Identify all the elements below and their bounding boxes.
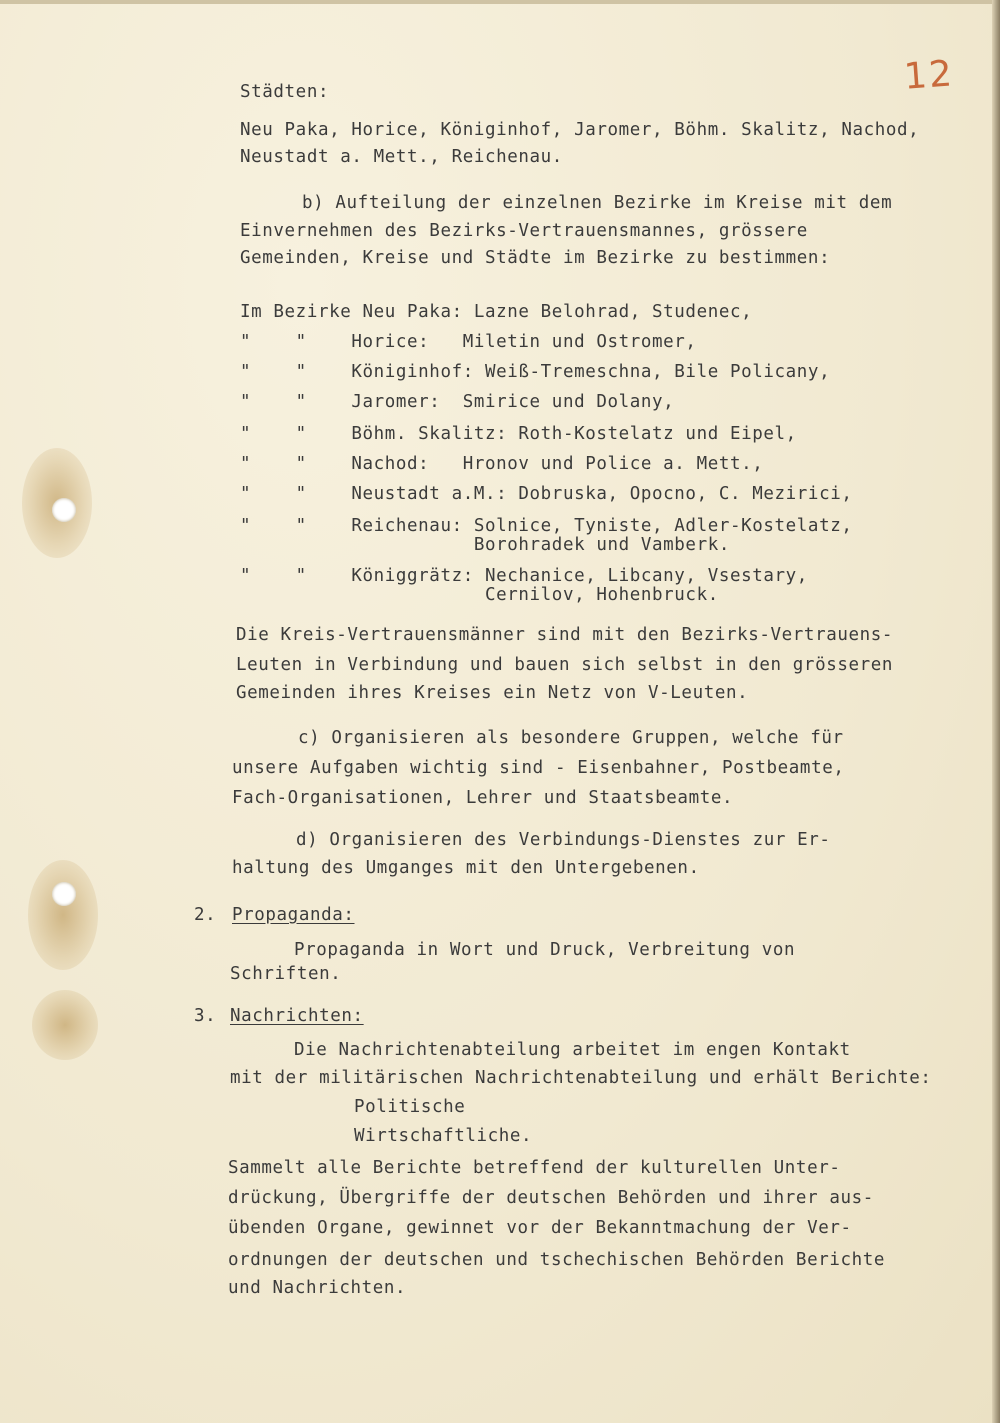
section-number-2: 2. bbox=[194, 905, 217, 925]
district-line-skalitz: " " Böhm. Skalitz: Roth-Kostelatz und Eipel, bbox=[240, 424, 797, 444]
text-line-propaganda-1: Propaganda in Wort und Druck, Verbreitung von bbox=[294, 940, 796, 960]
text-line-kreis-3: Gemeinden ihres Kreises ein Netz von V-Leuten. bbox=[236, 683, 749, 703]
district-line-koeniggraetz-cont: Cernilov, Hohenbruck. bbox=[240, 585, 719, 605]
text-line-cities-heading: Städten: bbox=[240, 82, 330, 102]
text-line-cities-2: Neustadt a. Mett., Reichenau. bbox=[240, 147, 563, 167]
district-line-reichenau-cont: Borohradek und Vamberk. bbox=[240, 535, 730, 555]
section-heading-nachrichten: Nachrichten: bbox=[230, 1006, 364, 1026]
text-line-d-1: d) Organisieren des Verbindungs-Dienstes zur Er- bbox=[296, 830, 831, 850]
text-line-nachrichten-2: mit der militärischen Nachrichtenabteilung und erhält Berichte: bbox=[230, 1068, 932, 1088]
rust-stain-middle bbox=[28, 860, 98, 970]
district-line-neustadt: " " Neustadt a.M.: Dobruska, Opocno, C. Mezirici, bbox=[240, 484, 853, 504]
district-line-horice: " " Horice: Miletin und Ostromer, bbox=[240, 332, 697, 352]
text-line-sammelt-3: übenden Organe, gewinnet vor der Bekanntmachung der Ver- bbox=[228, 1218, 852, 1238]
punch-hole-top bbox=[52, 498, 76, 522]
text-line-c-1: c) Organisieren als besondere Gruppen, welche für bbox=[298, 728, 844, 748]
text-line-kreis-1: Die Kreis-Vertrauensmänner sind mit den Bezirks-Vertrauens- bbox=[236, 625, 894, 645]
district-line-nachod: " " Nachod: Hronov und Police a. Mett., bbox=[240, 454, 764, 474]
text-line-nachrichten-1: Die Nachrichtenabteilung arbeitet im engen Kontakt bbox=[294, 1040, 851, 1060]
paper-right-edge bbox=[992, 0, 1000, 1423]
section-heading-propaganda: Propaganda: bbox=[232, 905, 355, 925]
district-line-koeniggraetz: " " Königgrätz: Nechanice, Libcany, Vsestary, bbox=[240, 566, 808, 586]
paper-top-edge bbox=[0, 0, 1000, 4]
text-line-propaganda-2: Schriften. bbox=[230, 964, 342, 984]
district-line-reichenau: " " Reichenau: Solnice, Tyniste, Adler-Kostelatz, bbox=[240, 516, 853, 536]
text-line-sammelt-2: drückung, Übergriffe der deutschen Behörden und ihrer aus- bbox=[228, 1188, 874, 1208]
section-number-3: 3. bbox=[194, 1006, 217, 1026]
text-line-c-2: unsere Aufgaben wichtig sind - Eisenbahner, Postbeamte, bbox=[232, 758, 845, 778]
text-line-sammelt-1: Sammelt alle Berichte betreffend der kulturellen Unter- bbox=[228, 1158, 841, 1178]
punch-hole-bottom bbox=[52, 882, 76, 906]
district-line-koeniginhof: " " Königinhof: Weiß-Tremeschna, Bile Policany, bbox=[240, 362, 831, 382]
text-line-sammelt-4: ordnungen der deutschen und tschechischen Behörden Berichte bbox=[228, 1250, 886, 1270]
text-line-d-2: haltung des Umganges mit den Untergebenen. bbox=[232, 858, 700, 878]
text-line-sammelt-5: und Nachrichten. bbox=[228, 1278, 407, 1298]
text-line-b-2: Einvernehmen des Bezirks-Vertrauensmannes, grössere bbox=[240, 221, 808, 241]
text-line-cities-1: Neu Paka, Horice, Königinhof, Jaromer, Böhm. Skalitz, Nachod, bbox=[240, 120, 920, 140]
page-number: 12 bbox=[902, 53, 956, 98]
text-line-b-3: Gemeinden, Kreise und Städte im Bezirke zu bestimmen: bbox=[240, 248, 831, 268]
text-line-politische: Politische bbox=[354, 1097, 466, 1117]
text-line-wirtschaftliche: Wirtschaftliche. bbox=[354, 1126, 533, 1146]
text-line-c-3: Fach-Organisationen, Lehrer und Staatsbeamte. bbox=[232, 788, 734, 808]
text-line-kreis-2: Leuten in Verbindung und bauen sich selbst in den grösseren bbox=[236, 655, 894, 675]
district-line-neu-paka: Im Bezirke Neu Paka: Lazne Belohrad, Studenec, bbox=[240, 302, 753, 322]
rust-stain-lower bbox=[32, 990, 98, 1060]
text-line-b-1: b) Aufteilung der einzelnen Bezirke im Kreise mit dem bbox=[302, 193, 893, 213]
district-line-jaromer: " " Jaromer: Smirice und Dolany, bbox=[240, 392, 675, 412]
